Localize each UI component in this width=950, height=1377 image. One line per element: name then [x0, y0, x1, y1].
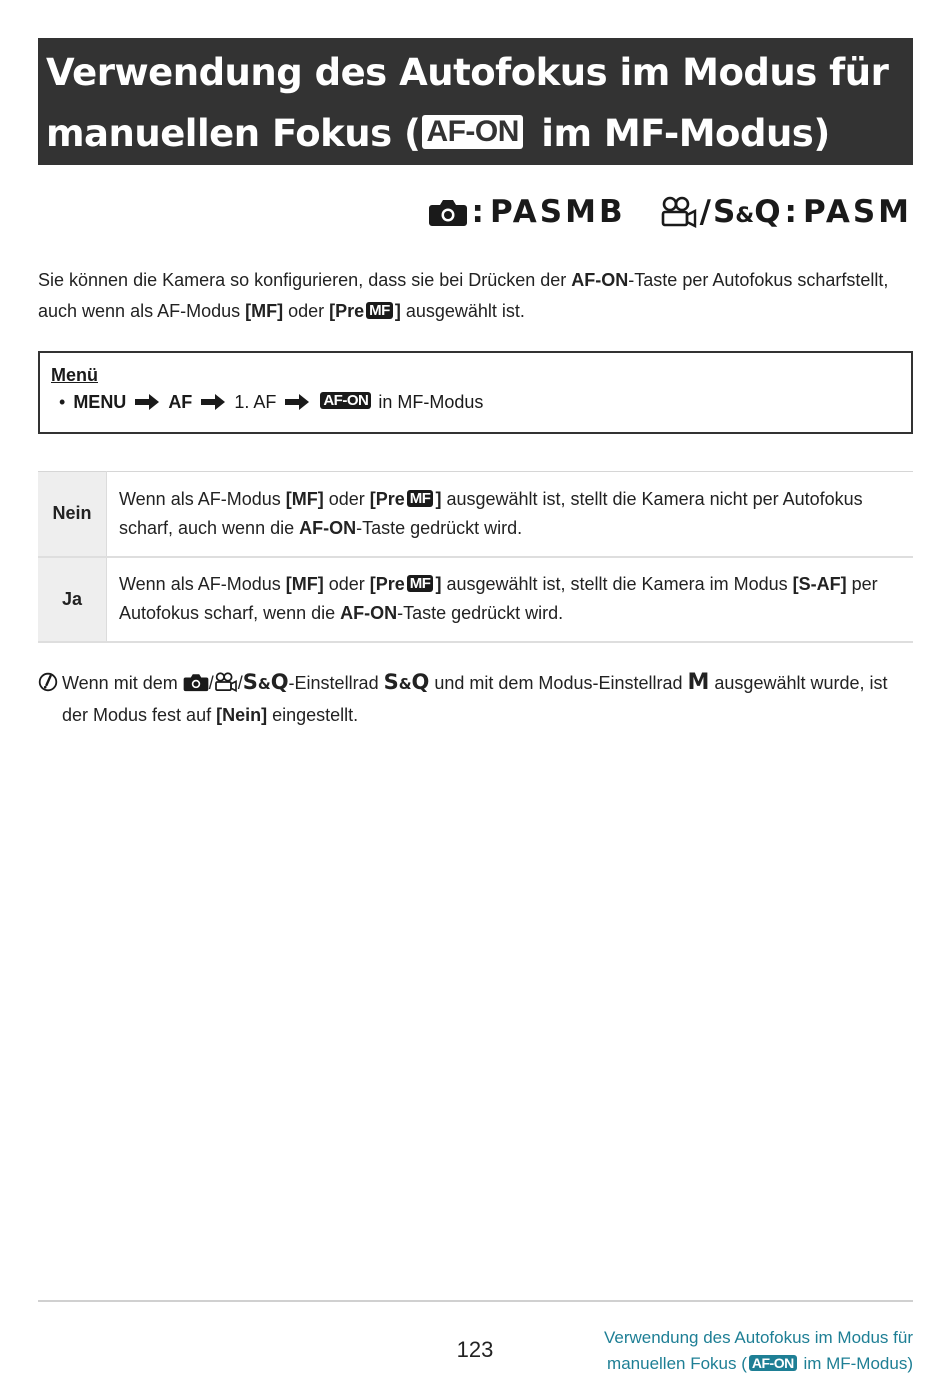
pre-label: [Pre	[369, 574, 405, 594]
intro-paragraph	[38, 265, 918, 327]
menu-item: 1. AF	[234, 392, 277, 412]
camera-icon	[428, 197, 468, 227]
desc-text: ausgewählt ist, stellt die Kamera nicht per Autofokus scharf, auch wenn die	[119, 488, 863, 538]
note-segment: Wenn mit dem	[62, 673, 183, 693]
mode-slash: /	[699, 194, 711, 230]
af-on-badge: AF-ON	[422, 115, 522, 149]
af-on-label: AF-ON	[571, 270, 629, 290]
note	[38, 667, 918, 731]
desc-text: oder	[323, 488, 370, 509]
footer-link-text[interactable]: manuellen Fokus (	[607, 1354, 747, 1373]
menu-target: in MF-Modus	[373, 392, 484, 412]
arrow-right-icon	[200, 393, 226, 411]
pre-close: ]	[435, 488, 442, 509]
arrow-right-icon	[134, 393, 160, 411]
note-segment: ausgewählt wurde, ist der Modus fest auf	[62, 673, 888, 725]
option-label: Ja	[38, 557, 107, 642]
footer-divider	[38, 1300, 913, 1302]
menu-label: MENU	[73, 392, 127, 412]
footer-link-text[interactable]: im MF-Modus)	[798, 1354, 913, 1373]
table-row	[38, 472, 913, 557]
camera-icon	[183, 672, 209, 692]
af-on-label: AF-ON	[299, 517, 357, 538]
intro-text: oder	[283, 301, 330, 321]
option-description	[107, 557, 914, 642]
movie-modes: PASM	[802, 194, 912, 230]
menu-path-box	[38, 351, 913, 434]
photo-modes: PASMB	[489, 194, 626, 230]
note-text	[62, 667, 918, 731]
menu-path	[51, 387, 900, 417]
note-segment: -Einstellrad	[288, 673, 384, 693]
footer-link-line-2[interactable]	[604, 1351, 913, 1377]
movie-camera-icon	[660, 196, 698, 228]
mode-separator: :	[471, 194, 487, 230]
movie-camera-icon	[214, 672, 238, 692]
page-title	[38, 38, 913, 165]
note-segment: eingestellt.	[267, 705, 359, 725]
mode-m-label: M	[687, 670, 710, 695]
desc-text: per Autofokus scharf, wenn die	[119, 574, 878, 623]
footer-link-line-1[interactable]: Verwendung des Autofokus im Modus für	[603, 1328, 913, 1347]
pre-label: [Pre	[329, 301, 365, 321]
mf-label: [MF]	[285, 574, 324, 594]
note-segment: und mit dem Modus-Einstellrad	[429, 673, 688, 693]
af-on-label: AF-ON	[340, 603, 398, 623]
options-table	[38, 471, 913, 643]
af-on-badge: AF-ON	[749, 1355, 797, 1371]
desc-text: oder	[323, 574, 370, 594]
mf-badge: MF	[407, 575, 434, 592]
note-slash: /	[208, 673, 214, 693]
mf-badge: MF	[366, 302, 393, 319]
af-on-badge: AF-ON	[320, 392, 371, 409]
arrow-right-icon	[284, 393, 310, 411]
title-text: manuellen Fokus (	[46, 112, 421, 155]
sq-label: S&Q	[242, 670, 289, 694]
mf-label: [MF]	[245, 301, 284, 321]
menu-heading: Menü	[51, 365, 98, 385]
desc-text: -Taste gedrückt wird.	[397, 603, 564, 623]
nein-label: [Nein]	[216, 705, 268, 725]
sq-label: S&Q	[712, 194, 781, 230]
page-number: 123	[456, 1337, 494, 1362]
desc-text: ausgewählt ist, stellt die Kamera im Modus	[441, 574, 793, 594]
pre-label: [Pre	[369, 488, 405, 509]
mf-badge: MF	[407, 490, 434, 507]
pre-close: ]	[435, 574, 442, 594]
mf-label: [MF]	[285, 488, 324, 509]
table-row	[38, 557, 913, 642]
title-line-1: Verwendung des Autofokus im Modus für	[46, 51, 889, 94]
note-slash: /	[237, 673, 243, 693]
saf-label: [S-AF]	[792, 574, 847, 594]
sq-label: S&Q	[383, 670, 430, 694]
af-menu-label: AF	[168, 392, 193, 412]
desc-text: Wenn als AF-Modus	[119, 488, 286, 509]
mode-indicators	[428, 190, 912, 234]
option-label: Nein	[38, 472, 107, 557]
intro-text: ausgewählt ist.	[400, 301, 525, 321]
mode-separator: :	[784, 194, 800, 230]
option-description	[107, 472, 914, 557]
title-text: im MF-Modus)	[528, 112, 830, 155]
bullet: •	[59, 392, 66, 412]
intro-text: -Taste per Autofokus scharfstellt, auch wenn als AF-Modus	[38, 270, 889, 321]
note-icon	[38, 672, 58, 692]
pre-close: ]	[394, 301, 401, 321]
desc-text: -Taste gedrückt wird.	[356, 517, 523, 538]
intro-text: Sie können die Kamera so konfigurieren, dass sie bei Drücken der	[38, 270, 572, 290]
footer-section-link[interactable]	[604, 1325, 913, 1377]
desc-text: Wenn als AF-Modus	[119, 574, 286, 594]
title-line-2	[46, 103, 905, 164]
